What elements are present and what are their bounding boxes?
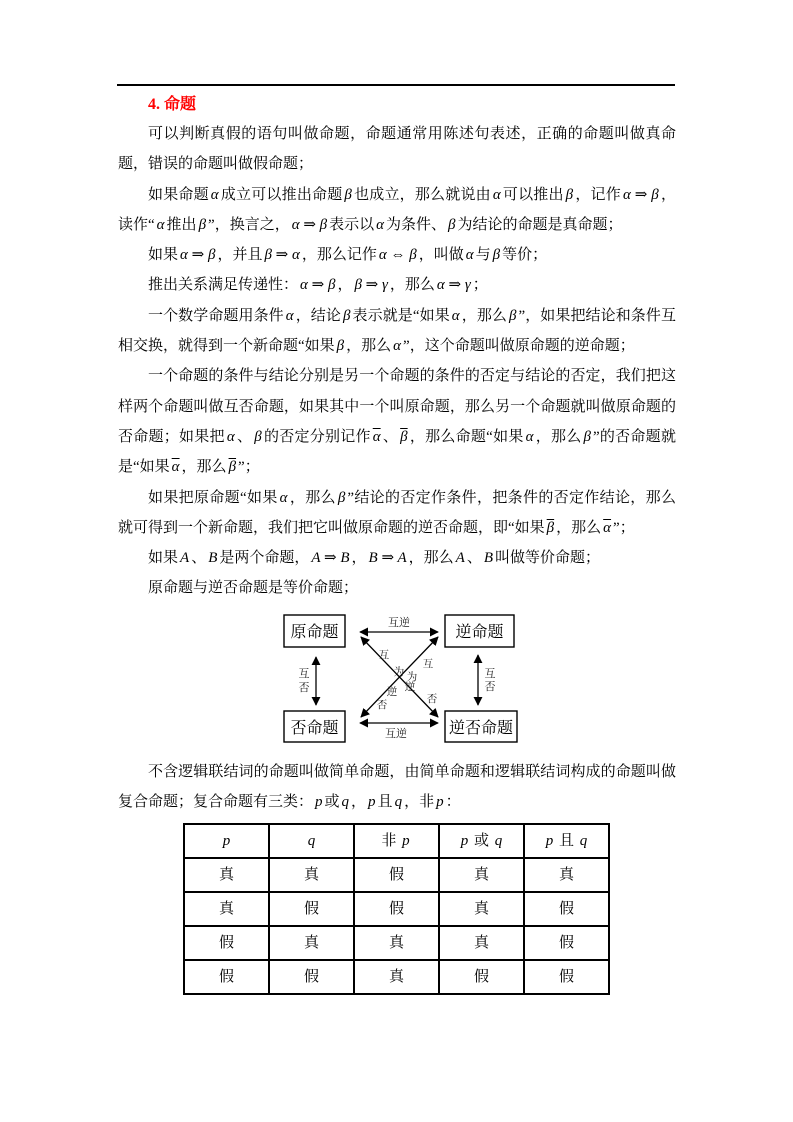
math-symbol: α — [376, 216, 385, 233]
header-q — [269, 824, 354, 858]
text-run: ，那么 — [535, 428, 582, 445]
body-content — [118, 119, 676, 995]
section-heading: 4. 命题 — [148, 96, 197, 113]
diagonal2-label-char1: 互 — [422, 658, 434, 670]
text-run: ，那么 — [389, 277, 435, 294]
text-run: 或 — [324, 794, 340, 811]
text-run: 与 — [475, 247, 491, 264]
text-run: ，那么 — [408, 550, 454, 567]
text-run: 或 — [470, 833, 493, 850]
math-symbol: α — [210, 186, 219, 203]
text-run: ”； — [613, 519, 635, 536]
text-run: 、 — [466, 550, 482, 567]
truth-value-cell: 假 — [524, 926, 609, 960]
negation-proposition-label: 否命题 — [290, 719, 339, 737]
text-run: 为结论的命题是真命题； — [457, 216, 623, 233]
truth-table-row — [184, 926, 609, 960]
math-symbol: p — [460, 833, 469, 850]
math-symbol: B ⇒ A — [368, 550, 407, 567]
math-symbol: α — [492, 186, 501, 203]
text-run: ，结论 — [295, 307, 341, 324]
text-run: ，那么 — [346, 338, 392, 355]
math-symbol: β — [492, 247, 501, 264]
text-run: ，非 — [404, 794, 435, 811]
truth-value-cell: 真 — [354, 960, 439, 994]
header-rule — [117, 84, 675, 86]
text-run: 表示就是“如果 — [352, 307, 450, 324]
text-run: 成立可以推出命题 — [220, 186, 343, 203]
contrapositive-proposition-label: 逆否命题 — [448, 719, 514, 737]
truth-table — [183, 823, 610, 995]
math-symbol: q — [341, 794, 350, 811]
math-symbol: p — [402, 833, 410, 850]
right-arrow-label-char1: 互 — [484, 667, 496, 680]
text-run: ， — [351, 794, 367, 811]
left-arrow-label-char2: 否 — [298, 681, 310, 694]
para-contrapositive — [118, 483, 676, 544]
text-run: 、 — [191, 550, 207, 567]
diagonal2-label-char2: 为 — [406, 671, 418, 683]
truth-table-row — [184, 858, 609, 892]
truth-value-cell: 真 — [439, 926, 524, 960]
math-symbol: β — [448, 216, 456, 233]
math-symbol: α — [285, 307, 294, 324]
header-p-or-q — [439, 824, 524, 858]
math-symbol: α — [226, 428, 235, 445]
text-run: 的否定分别记作 — [263, 428, 371, 445]
truth-value-cell: 假 — [524, 892, 609, 926]
truth-value-cell: 真 — [439, 858, 524, 892]
text-run: 如果把原命题“如果 — [148, 489, 278, 506]
math-symbol: β — [198, 216, 207, 233]
text-run: 如果命题 — [148, 186, 209, 203]
left-arrow-label-char1: 互 — [298, 667, 310, 680]
text-run: 可以推出 — [502, 186, 564, 203]
text-run: 推出 — [166, 216, 197, 233]
text-run: 可以判断真假的语句叫做命题，命题通常用陈述句表述，正确的命题叫做真命题，错误的命题叫做假命题； — [118, 126, 676, 173]
math-symbol: β — [336, 338, 345, 355]
text-run: ”，换言之， — [208, 216, 290, 233]
truth-value-cell: 假 — [524, 960, 609, 994]
para-proposition-definition — [118, 119, 676, 180]
para-negation — [118, 361, 676, 482]
math-symbol: α ⇔ β — [378, 247, 417, 264]
text-run: ，那么 — [556, 519, 602, 536]
text-run: 、 — [236, 428, 253, 445]
text-run: 且 — [555, 833, 578, 850]
truth-table-row — [184, 892, 609, 926]
diagonal1-label-char1: 互 — [378, 649, 390, 661]
math-symbol: β — [254, 428, 262, 445]
text-run: 叫做等价命题； — [495, 550, 601, 567]
math-symbol: β — [583, 428, 591, 445]
truth-value-cell: 假 — [184, 960, 269, 994]
math-symbol: $\overline{\beta}$ — [400, 428, 408, 445]
text-run: ，那么 — [289, 489, 336, 506]
math-symbol: β — [565, 186, 574, 203]
math-symbol: $\overline{\alpha}$ — [603, 519, 612, 536]
math-symbol: α ⇒ β — [300, 277, 336, 294]
truth-value-cell: 真 — [269, 858, 354, 892]
text-run: 且 — [377, 794, 393, 811]
text-run: 为条件、 — [386, 216, 447, 233]
proposition-relations-diagram — [282, 611, 540, 748]
text-run: 是两个命题， — [219, 550, 310, 567]
para-transitivity — [118, 270, 676, 300]
para-equivalence — [118, 240, 676, 270]
header-not-p — [354, 824, 439, 858]
math-symbol: q — [307, 833, 316, 850]
math-symbol: α ⇒ γ — [436, 277, 471, 294]
math-symbol: p — [436, 794, 444, 811]
para-converse — [118, 301, 676, 362]
math-symbol: A — [180, 550, 190, 567]
text-run: ，那么 — [181, 459, 227, 476]
truth-value-cell: 假 — [184, 926, 269, 960]
diagonal2-label-char3: 逆 — [386, 686, 398, 698]
right-arrow-label-char2: 否 — [484, 680, 496, 693]
truth-value-cell: 假 — [354, 858, 439, 892]
text-run: ”，这个命题叫做原命题的逆命题； — [403, 338, 635, 355]
math-symbol: α — [465, 247, 474, 264]
diagonal1-label-char2: 为 — [393, 666, 405, 678]
math-symbol: p — [315, 794, 323, 811]
truth-value-cell: 真 — [439, 892, 524, 926]
truth-value-cell: 真 — [184, 892, 269, 926]
text-run: ； — [472, 277, 488, 294]
text-run: 也成立，那么就说由 — [353, 186, 491, 203]
math-symbol: q — [394, 794, 403, 811]
para-compound-propositions — [118, 757, 676, 818]
diagonal1-label-char3: 逆 — [404, 681, 416, 693]
text-run: 表示以 — [329, 216, 375, 233]
math-symbol: p — [368, 794, 376, 811]
truth-value-cell: 真 — [524, 858, 609, 892]
original-proposition-label: 原命题 — [290, 623, 339, 641]
math-symbol: β ⇒ α — [264, 247, 300, 264]
math-symbol: $\overline{\alpha}$ — [171, 459, 180, 476]
text-run: 一个命题的条件与结论分别是另一个命题的条件的否定与结论的否定，我们把这样两个命题叫做互否命题，如果其中一个叫原命题，那么另一个命题就叫做原命题的否命题；如果把 — [118, 368, 676, 445]
math-symbol: α ⇒ β — [291, 216, 328, 233]
diagonal1-label-char4: 否 — [426, 693, 438, 705]
header-p — [184, 824, 269, 858]
text-run: 推出关系满足传递性： — [148, 277, 299, 294]
math-symbol: α — [279, 489, 288, 506]
text-run: ”，如果把结论和条件互相交换，就得到一个新命题“如果 — [118, 307, 676, 355]
text-run: ”的否命题就是“如果 — [118, 428, 676, 476]
diagonal2-label-char4: 否 — [376, 699, 388, 711]
math-symbol: β — [337, 489, 346, 506]
math-symbol: p — [545, 833, 554, 850]
math-symbol: $\overline{\beta}$ — [228, 459, 237, 476]
math-symbol: β — [344, 186, 352, 203]
math-symbol: α — [393, 338, 402, 355]
text-run: 一个数学命题用条件 — [148, 307, 284, 324]
math-symbol: p — [222, 833, 231, 850]
math-symbol: q — [579, 833, 588, 850]
para-equivalent-propositions — [118, 543, 676, 573]
math-symbol: $\overline{\beta}$ — [546, 519, 555, 536]
text-run: ，那么命题“如果 — [409, 428, 524, 445]
text-run: ”结论的否定作条件，把条件的否定作结论，那么就可得到一个新命题，我们把它叫做原命题的逆否命题，即“如果 — [118, 489, 676, 536]
truth-value-cell: 真 — [354, 926, 439, 960]
text-run: 如果 — [148, 247, 179, 264]
text-run: 如果 — [148, 550, 179, 567]
math-symbol: β — [342, 307, 351, 324]
truth-value-cell: 真 — [269, 926, 354, 960]
para-implication — [118, 180, 676, 241]
math-symbol: β — [509, 307, 517, 324]
truth-table-row — [184, 960, 609, 994]
truth-value-cell: 真 — [184, 858, 269, 892]
text-run: 原命题与逆否命题是等价命题； — [148, 580, 359, 597]
text-run: ，叫做 — [418, 247, 464, 264]
text-run: ”； — [238, 459, 260, 476]
math-symbol: A — [455, 550, 465, 567]
text-run: 非 — [381, 833, 401, 850]
text-run: 、 — [382, 428, 399, 445]
truth-table-header-row — [184, 824, 609, 858]
math-symbol: α — [451, 307, 460, 324]
math-symbol: α — [156, 216, 165, 233]
math-symbol: β ⇒ γ — [354, 277, 388, 294]
text-run: 等价； — [502, 247, 548, 264]
math-symbol: A ⇒ B — [311, 550, 350, 567]
para-original-contrapositive-equivalence — [118, 573, 676, 603]
bottom-arrow-label: 互逆 — [385, 727, 407, 740]
text-run: ， — [351, 550, 367, 567]
math-symbol: B — [208, 550, 218, 567]
text-run: ，那么 — [461, 307, 507, 324]
truth-value-cell: 假 — [439, 960, 524, 994]
text-run: ： — [445, 794, 461, 811]
converse-proposition-label: 逆命题 — [455, 623, 504, 641]
truth-value-cell: 假 — [269, 892, 354, 926]
top-arrow-label: 互逆 — [388, 616, 410, 629]
math-symbol: α — [525, 428, 534, 445]
text-run: 不含逻辑联结词的命题叫做简单命题，由简单命题和逻辑联结词构成的命题叫做复合命题；复合命题有三类： — [118, 763, 676, 811]
truth-value-cell: 假 — [269, 960, 354, 994]
math-symbol: B — [483, 550, 494, 567]
math-symbol: α ⇒ β — [180, 247, 216, 264]
math-symbol: $\overline{\alpha}$ — [372, 428, 381, 445]
truth-value-cell: 假 — [354, 892, 439, 926]
text-run: ，读作“ — [118, 186, 676, 233]
math-symbol: α ⇒ β — [622, 186, 659, 203]
text-run: ，并且 — [217, 247, 263, 264]
text-run: ， — [337, 277, 353, 294]
text-run: ，那么记作 — [301, 247, 377, 264]
math-symbol: q — [494, 833, 503, 850]
header-p-and-q — [524, 824, 609, 858]
text-run: ，记作 — [575, 186, 621, 203]
